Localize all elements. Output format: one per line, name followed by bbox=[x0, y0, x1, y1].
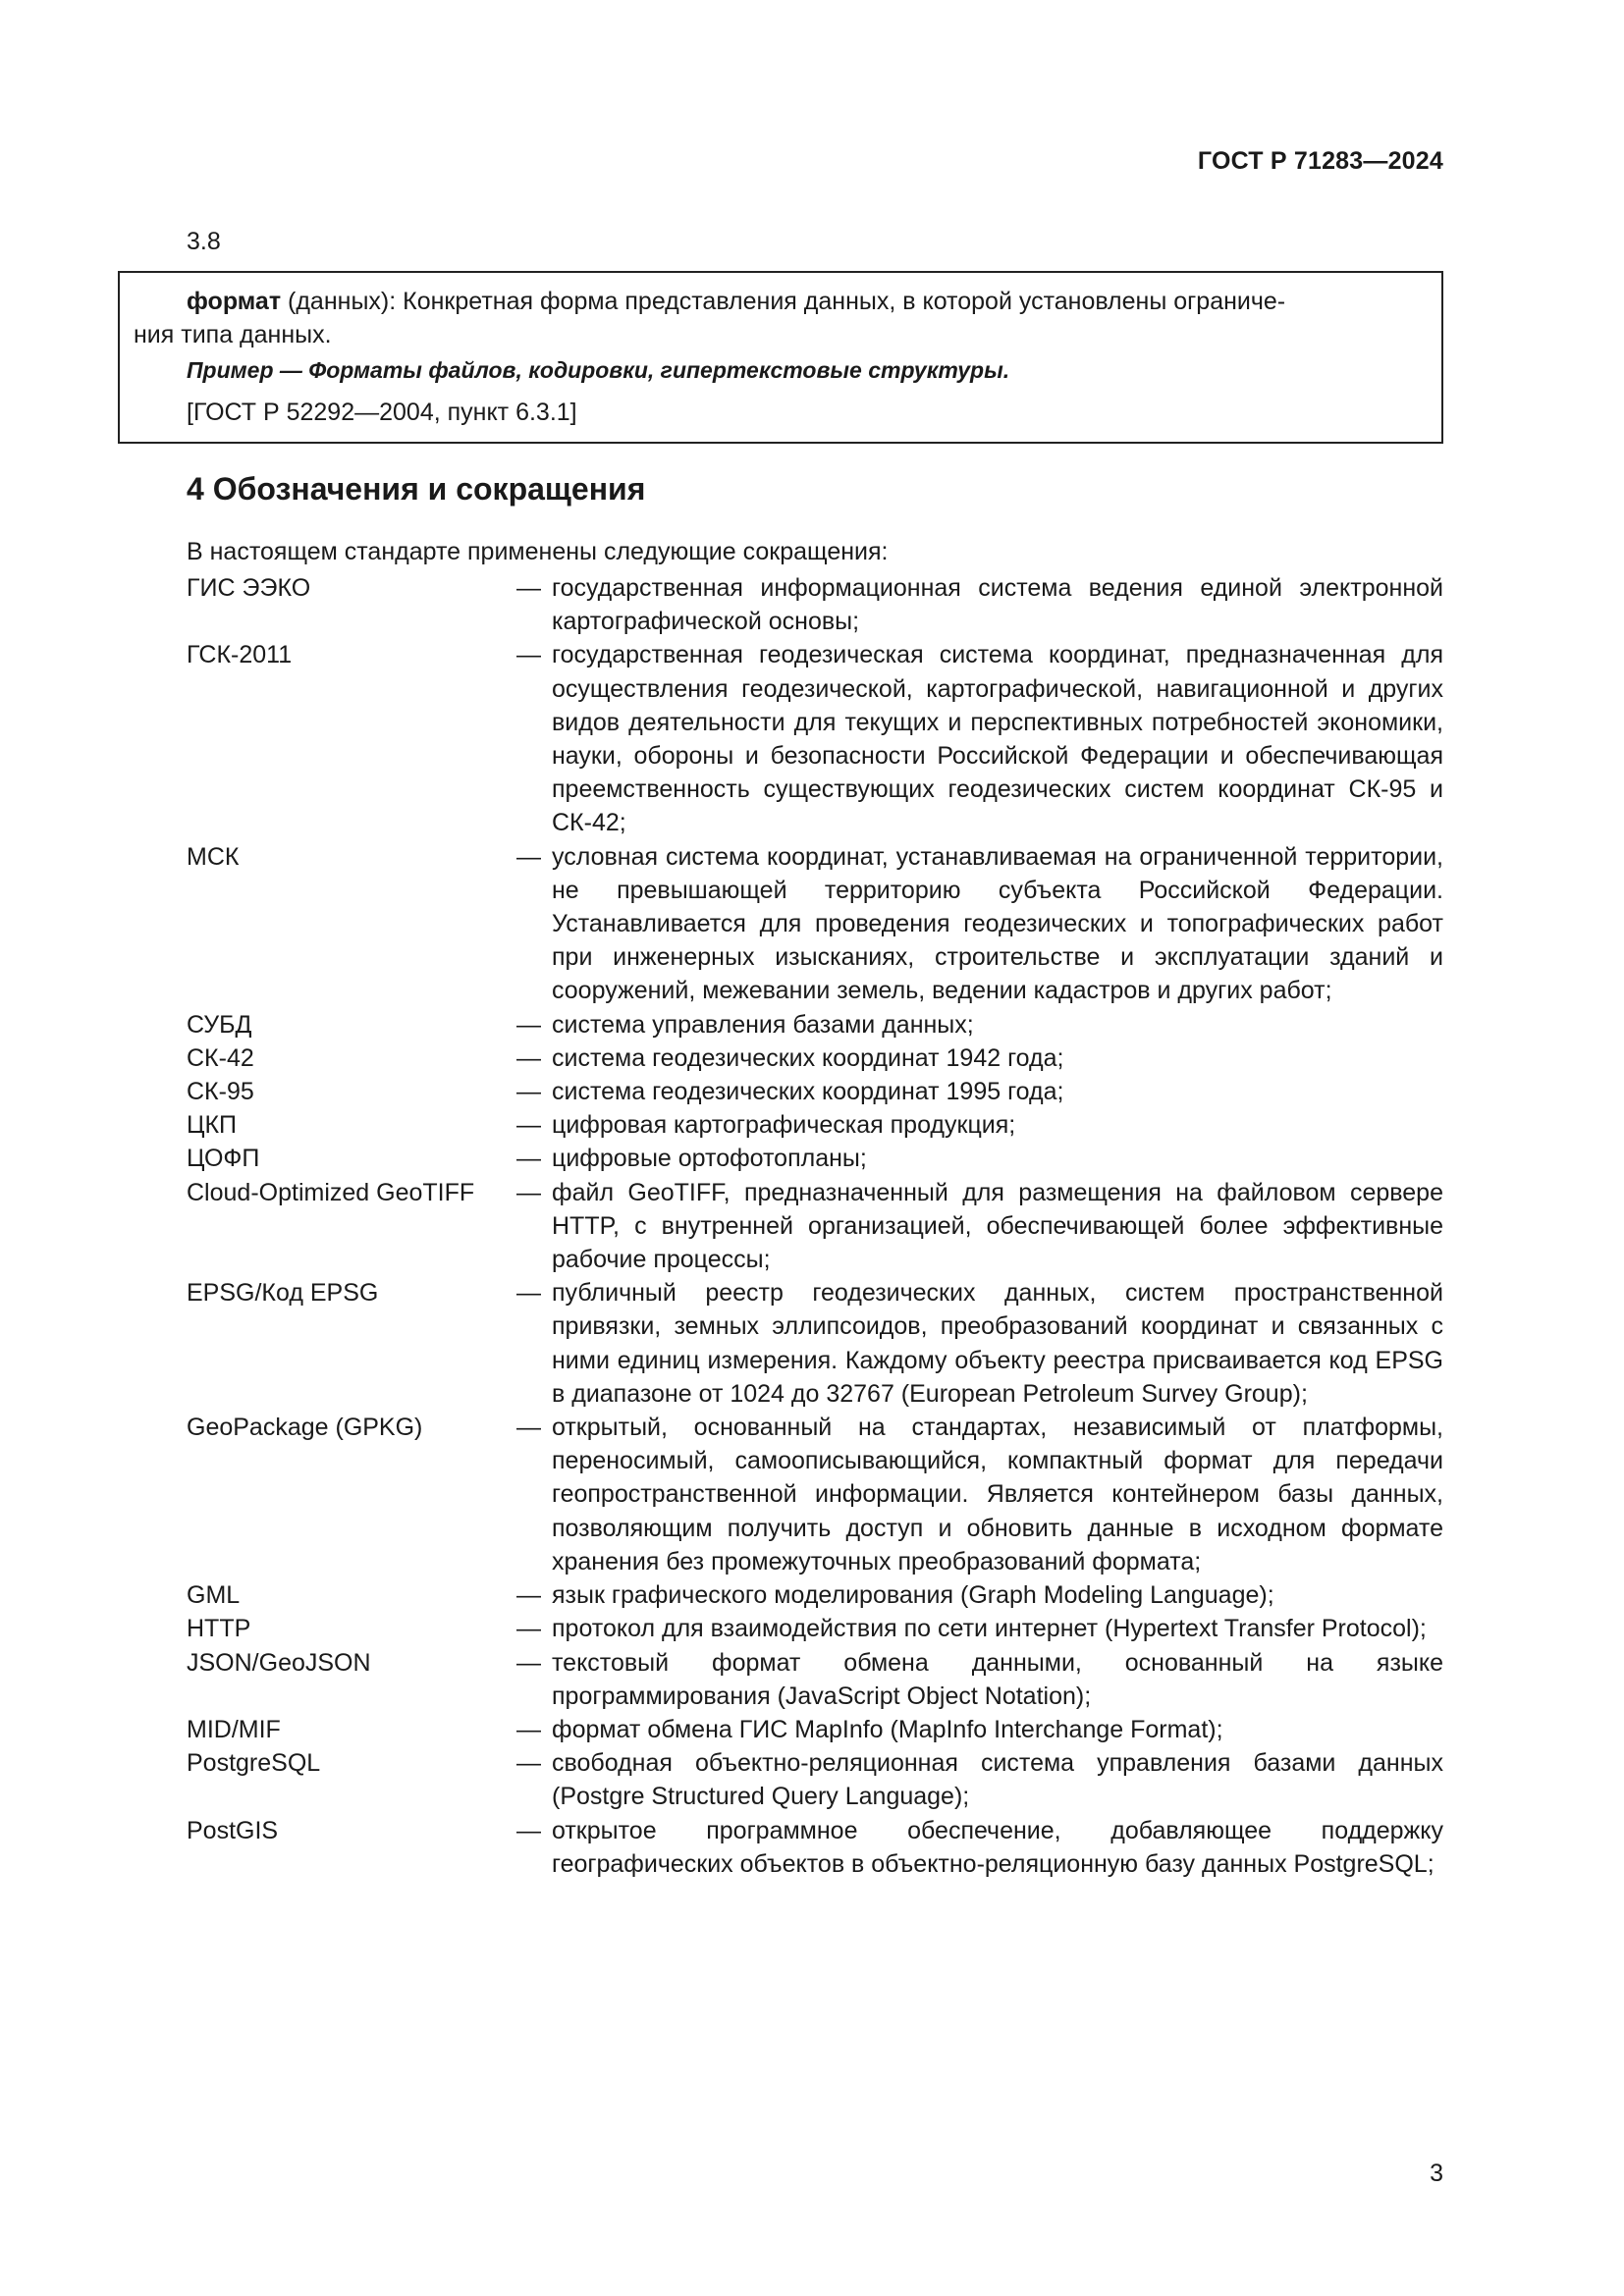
abbreviation-row bbox=[187, 1276, 1443, 1411]
abbreviation-row bbox=[187, 638, 1443, 839]
abbreviation-term: СК-42 bbox=[187, 1043, 254, 1072]
abbreviation-definition: протокол для взаимодействия по сети интернет (Hypertext Transfer Protocol); bbox=[552, 1615, 1427, 1643]
abbreviation-term: JSON/GeoJSON bbox=[187, 1648, 371, 1677]
abbreviation-dash: — bbox=[516, 574, 541, 602]
abbreviation-definition: система управления базами данных; bbox=[552, 1010, 974, 1039]
abbreviation-row bbox=[187, 571, 1443, 638]
abbreviation-definition: текстовый формат обмена данными, основанный на языке программирования (JavaScript Object Notation); bbox=[552, 1648, 1443, 1710]
abbreviation-dash: — bbox=[516, 1648, 541, 1677]
abbreviation-term: ГИС ЭЭКО bbox=[187, 574, 311, 602]
abbreviation-list bbox=[187, 571, 1443, 1881]
abbreviation-term: МСК bbox=[187, 842, 240, 871]
term-source-reference: [ГОСТ Р 52292—2004, пункт 6.3.1] bbox=[187, 399, 577, 426]
term-definition-box bbox=[118, 271, 1443, 444]
abbreviation-term: ГСК-2011 bbox=[187, 641, 293, 669]
abbreviation-dash: — bbox=[516, 1581, 541, 1610]
abbreviation-term: GeoPackage (GPKG) bbox=[187, 1414, 423, 1442]
abbreviation-row bbox=[187, 1008, 1443, 1041]
abbreviation-dash: — bbox=[516, 1615, 541, 1643]
abbreviation-dash: — bbox=[516, 641, 541, 669]
abbreviation-definition: файл GeoTIFF, предназначенный для размещения на файловом сервере HTTP, с внутренней организацией, обеспечивающей более эффективные рабочие процессы; bbox=[552, 1178, 1443, 1274]
section-title: 4 Обозначения и сокращения bbox=[187, 471, 646, 507]
abbreviation-definition: открытый, основанный на стандартах, независимый от платформы, переносимый, самоописывающийся, компактный формат для передачи геопространственной информации. Является контейнером базы данных, позволяющим получить доступ и обновить данные в исходном формате хранения без промежуточных преобразований формата; bbox=[552, 1414, 1443, 1575]
abbreviation-definition: открытое программное обеспечение, добавляющее поддержку географических объектов в объектно-реляционную базу данных PostgreSQL; bbox=[552, 1816, 1443, 1878]
abbreviation-row bbox=[187, 1041, 1443, 1075]
abbreviation-term: СК-95 bbox=[187, 1078, 254, 1106]
term-number: 3.8 bbox=[187, 228, 221, 255]
abbreviation-definition: цифровая картографическая продукция; bbox=[552, 1111, 1016, 1140]
abbreviation-dash: — bbox=[516, 1043, 541, 1072]
abbreviation-definition: система геодезических координат 1995 года; bbox=[552, 1078, 1064, 1106]
abbreviation-term: HTTP bbox=[187, 1615, 251, 1643]
abbreviation-row bbox=[187, 840, 1443, 1008]
abbreviation-definition: свободная объектно-реляционная система управления базами данных (Postgre Structured Query Language); bbox=[552, 1749, 1443, 1811]
abbreviation-term: ЦКП bbox=[187, 1111, 238, 1140]
abbreviation-dash: — bbox=[516, 1749, 541, 1778]
abbreviation-dash: — bbox=[516, 1010, 541, 1039]
abbreviation-term: Cloud-Optimized GeoTIFF bbox=[187, 1178, 475, 1206]
abbreviation-definition: система геодезических координат 1942 года; bbox=[552, 1043, 1064, 1072]
abbreviation-dash: — bbox=[516, 1111, 541, 1140]
page-number: 3 bbox=[1430, 2160, 1443, 2187]
abbreviation-definition: формат обмена ГИС MapInfo (MapInfo Interchange Format); bbox=[552, 1715, 1223, 1743]
abbreviation-term: СУБД bbox=[187, 1010, 252, 1039]
term-definition-first-line bbox=[187, 285, 1428, 318]
abbreviation-definition: государственная геодезическая система координат, предназначенная для осуществления геодезической, картографической, навигационной и других видов деятельности для текущих и перспективных потребностей экономики, науки, обороны и безопасности Российской Федерации и обеспечивающая преемственность существующих геодезических систем координат СК-95 и СК-42; bbox=[552, 641, 1443, 837]
abbreviation-row bbox=[187, 1746, 1443, 1813]
abbreviation-row bbox=[187, 1612, 1443, 1645]
abbreviation-dash: — bbox=[516, 1145, 541, 1173]
abbreviation-term: PostGIS bbox=[187, 1816, 279, 1844]
abbreviation-row bbox=[187, 1176, 1443, 1277]
abbreviation-dash: — bbox=[516, 1078, 541, 1106]
term-example: Пример — Форматы файлов, кодировки, гипертекстовые структуры. bbox=[187, 357, 1010, 383]
abbreviation-dash: — bbox=[516, 1178, 541, 1206]
abbreviation-definition: язык графического моделирования (Graph Modeling Language); bbox=[552, 1581, 1274, 1610]
document-header-id: ГОСТ Р 71283—2024 bbox=[1197, 147, 1443, 175]
abbreviation-row bbox=[187, 1075, 1443, 1108]
abbreviation-dash: — bbox=[516, 1816, 541, 1844]
abbreviation-term: PostgreSQL bbox=[187, 1749, 321, 1778]
abbreviation-row bbox=[187, 1108, 1443, 1142]
abbreviation-row bbox=[187, 1411, 1443, 1578]
abbreviation-dash: — bbox=[516, 1279, 541, 1308]
term-qualifier: (данных): Конкретная форма представления данных, в которой установлены ограниче- bbox=[281, 288, 1286, 315]
abbreviation-term: ЦОФП bbox=[187, 1145, 260, 1173]
abbreviation-row bbox=[187, 1646, 1443, 1713]
abbreviation-row bbox=[187, 1713, 1443, 1746]
abbreviation-definition: условная система координат, устанавливаемая на ограниченной территории, не превышающей территорию субъекта Российской Федерации. Устанавливается для проведения геодезических и топографических работ при инженерных изысканиях, строительстве и эксплуатации зданий и сооружений, межевании земель, ведении кадастров и других работ; bbox=[552, 842, 1443, 1005]
section-intro: В настоящем стандарте применены следующие сокращения: bbox=[187, 538, 889, 565]
abbreviation-definition: цифровые ортофотопланы; bbox=[552, 1145, 867, 1173]
abbreviation-dash: — bbox=[516, 1715, 541, 1743]
abbreviation-term: MID/MIF bbox=[187, 1715, 281, 1743]
abbreviation-row bbox=[187, 1814, 1443, 1881]
abbreviation-definition: государственная информационная система ведения единой электронной картографической основы; bbox=[552, 574, 1443, 636]
abbreviation-row bbox=[187, 1142, 1443, 1175]
abbreviation-definition: публичный реестр геодезических данных, систем пространственной привязки, земных эллипсоидов, преобразований координат и связанных с ними единиц измерения. Каждому объекту реестра присваивается код EPSG в диапазоне от 1024 до 32767 (European Petroleum Survey Group); bbox=[552, 1279, 1443, 1408]
abbreviation-dash: — bbox=[516, 1414, 541, 1442]
abbreviation-dash: — bbox=[516, 842, 541, 871]
abbreviation-term: GML bbox=[187, 1581, 241, 1610]
abbreviation-term: EPSG/Код EPSG bbox=[187, 1279, 379, 1308]
term-definition-continuation: ния типа данных. bbox=[134, 321, 332, 348]
term-name: формат bbox=[187, 288, 282, 315]
abbreviation-row bbox=[187, 1578, 1443, 1612]
